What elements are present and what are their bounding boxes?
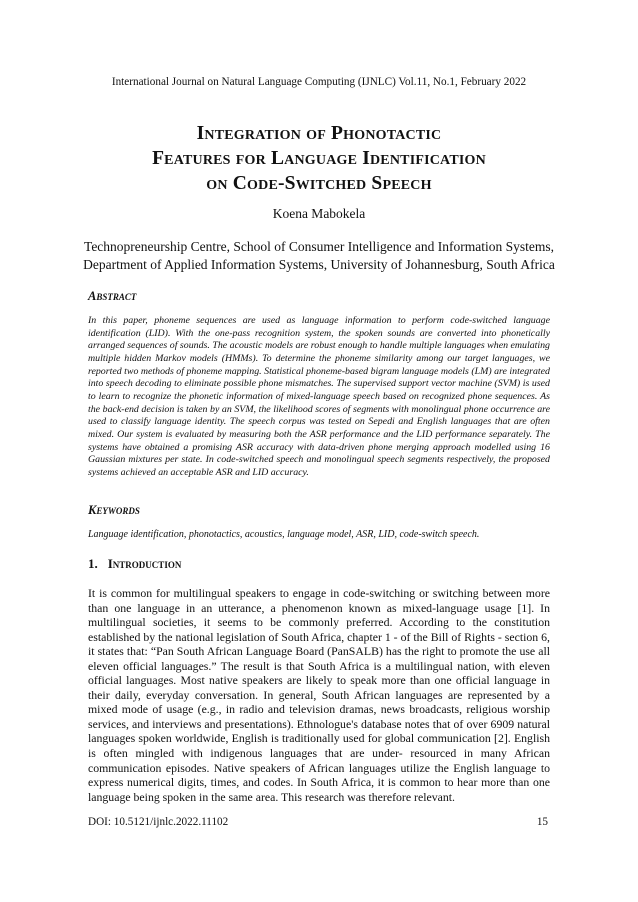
affiliation: [0, 238, 638, 274]
abstract-heading: Abstract: [88, 289, 137, 303]
keywords-heading: Keywords: [88, 503, 140, 517]
introduction-heading: [88, 556, 181, 572]
paper-title: [0, 121, 638, 196]
page-number: 15: [536, 816, 548, 828]
introduction-text: It is common for multilingual speakers to engage in code-switching or switching between more than one language in an utterance, a phenomenon known as mixed-language usage [1]. In multilingual societies, it seems to be commonly preferred. According to the constitution established by the national legislation of South Africa, chapter 1 - of the Bill of Rights - section 6, it states that: “Pan South African Language Board (PanSALB) has the right to promote the use all eleven official languages.” The result is that South Africa is a multilingual nation, with eleven official languages. Most native speakers are likely to speak more than one official language in their daily, everyday conversation. In general, South African languages are represented by a mixed mode of usage (e.g., in radio and television dramas, news broadcasts, religious worship services, and interviews and presentations). Ethnologue's database notes that of over 6909 natural languages spoken worldwide, English is traditionally used for global communication [2]. English is often mingled with indigenous languages that are under- resourced in many African communication episodes. Native speakers of African languages utilize the English language to express numerical digits, times, and codes. In South Africa, it is common to hear more than one language being spoken in the same area. This research was therefore relevant.: [88, 586, 550, 804]
section-number: 1.: [88, 556, 98, 571]
section-title: Introduction: [107, 556, 182, 571]
title-line-2: Features for Language Identification: [152, 148, 486, 169]
keywords-text: Language identification, phonotactics, acoustics, language model, ASR, LID, code-switch speech.: [88, 529, 480, 540]
affiliation-line-1: Technopreneurship Centre, School of Consumer Intelligence and Information Systems,: [84, 239, 554, 254]
title-line-3: on Code-Switched Speech: [206, 173, 432, 194]
abstract-text: In this paper, phoneme sequences are used as language information to perform code-switched language identification (LID). With the one-pass recognition system, the spoken sounds are converted into phonetically arranged sequences of sounds. The acoustic models are robust enough to handle multiple languages when emulating multiple hidden Markov models (HMMs). To determine the phoneme similarity among our target languages, we reported two methods of phoneme mapping. Statistical phoneme-based bigram language models (LM) are integrated into speech decoding to eliminate possible phone mismatches. The supervised support vector machine (SVM) is used to learn to recognize the phonetic information of mixed-language speech based on recognized phone sequences. As the back-end decision is taken by an SVM, the likelihood scores of segments with monolingual phone occurrence are used to classify language identity. The speech corpus was tested on Sepedi and English languages that are often mixed. Our system is evaluated by measuring both the ASR performance and the LID performance separately. The systems have obtained a promising ASR accuracy with data-driven phone merging approach modelled using 16 Gaussian mixtures per state. In code-switched speech and monolingual speech segments respectively, the proposed systems achieved an acceptable ASR and LID accuracy.: [88, 315, 550, 478]
journal-header: International Journal on Natural Language Computing (IJNLC) Vol.11, No.1, February 2022: [111, 76, 527, 88]
title-line-1: Integration of Phonotactic: [196, 123, 442, 144]
doi: DOI: 10.5121/ijnlc.2022.11102: [88, 816, 229, 828]
author-name: Koena Mabokela: [272, 206, 366, 221]
affiliation-line-2: Department of Applied Information Systems, University of Johannesburg, South Africa: [83, 257, 555, 272]
